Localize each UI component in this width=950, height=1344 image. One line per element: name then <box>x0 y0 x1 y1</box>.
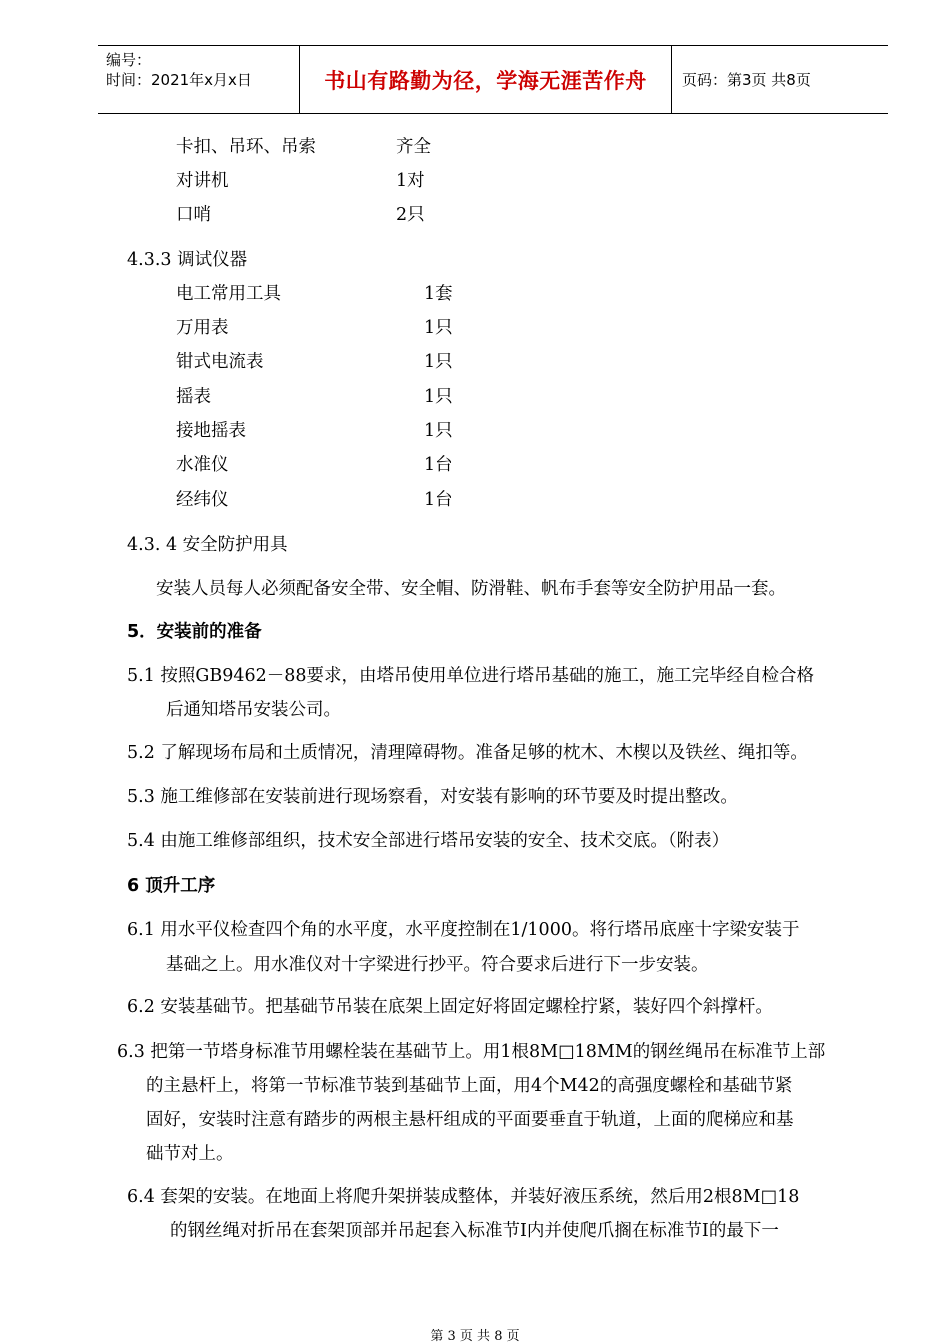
section-heading-5: 5．安装前的准备 <box>127 622 262 642</box>
paragraph: 安装人员每人必须配备安全带、安全帽、防滑鞋、帆布手套等安全防护用品一套。 <box>156 579 786 599</box>
list-item-name: 水准仪 <box>176 455 229 475</box>
list-item-qty: 1只 <box>424 387 453 407</box>
page-footer: 第 3 页 共 8 页 <box>430 1329 520 1344</box>
list-item-name: 卡扣、吊环、吊索 <box>176 137 316 157</box>
doc-number-label: 编号： <box>106 51 152 69</box>
list-item-qty: 1套 <box>424 284 453 304</box>
header-motto-cell <box>299 46 672 113</box>
paragraph: 6.2 安装基础节。把基础节吊装在底架上固定好将固定螺栓拧紧，装好四个斜撑杆。 <box>127 997 773 1017</box>
paragraph-line: 固好，安装时注意有踏步的两根主悬杆组成的平面要垂直于轨道，上面的爬梯应和基 <box>146 1110 794 1130</box>
section-heading-4-3-4: 4.3. 4 安全防护用具 <box>127 535 288 555</box>
list-item-name: 电工常用工具 <box>176 284 281 304</box>
paragraph-line: 6.3 把第一节塔身标准节用螺栓装在基础节上。用1根8M□18MM的钢丝绳吊在标准节上部 <box>117 1042 826 1062</box>
list-item-qty: 1只 <box>424 352 453 372</box>
list-item-name: 接地摇表 <box>176 421 246 441</box>
list-item-name: 摇表 <box>176 387 211 407</box>
paragraph-line: 6.1 用水平仪检查四个角的水平度，水平度控制在1/1000。将行塔吊底座十字梁安装于 <box>127 920 800 940</box>
paragraph-line: 础节对上。 <box>146 1144 234 1164</box>
list-item-qty: 1只 <box>424 421 453 441</box>
paragraph-line: 5.1 按照GB9462－88要求，由塔吊使用单位进行塔吊基础的施工，施工完毕经自检合格 <box>127 666 815 686</box>
list-item-qty: 齐全 <box>396 137 431 157</box>
header-motto: 书山有路勤为径，学海无涯苦作舟 <box>324 67 647 93</box>
paragraph-line: 基础之上。用水准仪对十字梁进行抄平。符合要求后进行下一步安装。 <box>166 955 709 975</box>
list-item-name: 万用表 <box>176 318 229 338</box>
page-header <box>98 45 888 114</box>
list-item-name: 钳式电流表 <box>176 352 264 372</box>
header-meta <box>98 46 299 113</box>
paragraph-line: 后通知塔吊安装公司。 <box>166 700 341 720</box>
list-item-qty: 1只 <box>424 318 453 338</box>
paragraph: 5.2 了解现场布局和土质情况，清理障碍物。准备足够的枕木、木楔以及铁丝、绳扣等。 <box>127 743 808 763</box>
list-item-name: 口哨 <box>176 205 211 225</box>
paragraph-line: 的钢丝绳对折吊在套架顶部并吊起套入标准节I内并使爬爪搁在标准节I的最下一 <box>170 1221 779 1241</box>
list-item-qty: 2只 <box>396 205 425 225</box>
header-page-info: 页码：第3页 共8页 <box>682 71 811 89</box>
list-item-name: 对讲机 <box>176 171 229 191</box>
list-item-qty: 1台 <box>424 490 453 510</box>
paragraph: 5.3 施工维修部在安装前进行现场察看，对安装有影响的环节要及时提出整改。 <box>127 787 738 807</box>
paragraph-line: 6.4 套架的安装。在地面上将爬升架拼装成整体，并装好液压系统，然后用2根8M□18 <box>127 1187 800 1207</box>
paragraph: 5.4 由施工维修部组织，技术安全部进行塔吊安装的安全、技术交底。（附表） <box>127 831 730 851</box>
section-heading-6: 6 顶升工序 <box>127 876 216 896</box>
list-item-qty: 1对 <box>396 171 425 191</box>
doc-time-label: 时间：2021年x月x日 <box>106 71 252 89</box>
list-item-qty: 1台 <box>424 455 453 475</box>
section-heading-4-3-3: 4.3.3 调试仪器 <box>127 250 248 270</box>
paragraph-line: 的主悬杆上，将第一节标准节装到基础节上面，用4个M42的高强度螺栓和基础节紧 <box>146 1076 793 1096</box>
list-item-name: 经纬仪 <box>176 490 229 510</box>
